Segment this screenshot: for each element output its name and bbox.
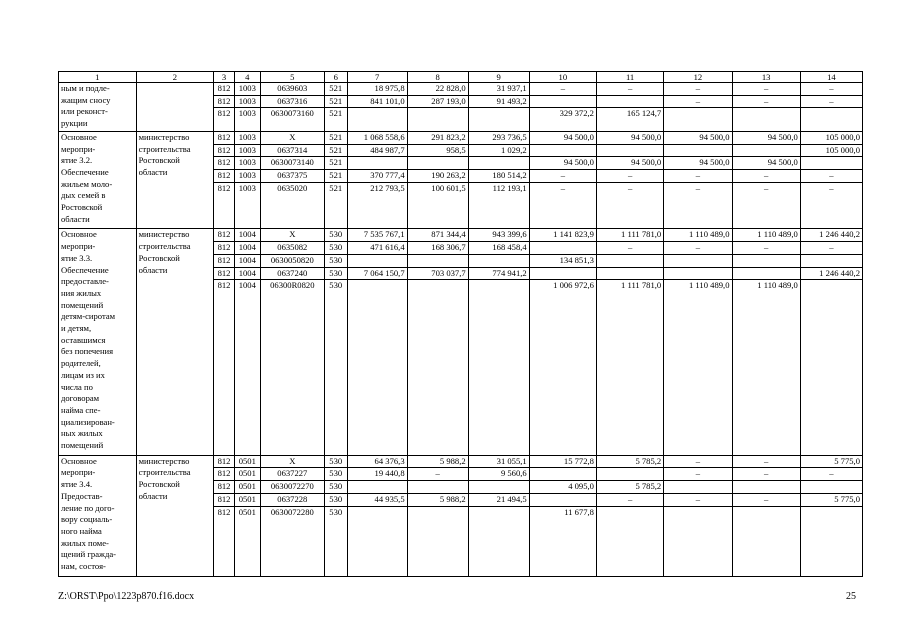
table-cell: – — [800, 468, 862, 481]
table-cell: 0635020 — [260, 182, 324, 229]
table-cell: 91 493,2 — [468, 95, 529, 108]
table-cell: – — [800, 169, 862, 182]
table-cell: – — [800, 95, 862, 108]
measure-name-line: ных жилых — [61, 428, 103, 439]
measure-name-line: рукции — [61, 118, 88, 129]
table-cell — [596, 144, 663, 157]
table-cell: 812 — [214, 182, 235, 229]
table-cell — [407, 506, 468, 576]
table-cell: 0635082 — [260, 242, 324, 255]
executor-cell — [136, 131, 214, 229]
table-cell: 0639603 — [260, 83, 324, 96]
table-cell: 0637316 — [260, 95, 324, 108]
table-cell: 1003 — [234, 169, 260, 182]
table-cell — [347, 157, 407, 170]
table-cell: 812 — [214, 229, 235, 242]
table-cell: 0501 — [234, 506, 260, 576]
table-cell: 812 — [214, 131, 235, 144]
table-cell: 9 560,6 — [468, 468, 529, 481]
table-cell: 94 500,0 — [596, 157, 663, 170]
table-cell: 530 — [324, 242, 347, 255]
measure-name-line: Основное — [61, 131, 97, 142]
table-cell: 0501 — [234, 493, 260, 506]
table-cell — [407, 254, 468, 267]
file-path-footer: Z:\ORST\Ppo\1223p870.f16.docx — [58, 591, 195, 602]
table-cell: 0630073160 — [260, 108, 324, 131]
measure-name-line: лицам из их — [61, 369, 105, 380]
table-cell: – — [664, 493, 732, 506]
table-cell: 521 — [324, 182, 347, 229]
table-cell: 812 — [214, 267, 235, 280]
table-cell: 521 — [324, 131, 347, 144]
table-cell — [529, 95, 596, 108]
table-cell — [407, 157, 468, 170]
table-cell: – — [664, 455, 732, 468]
table-cell: 94 500,0 — [664, 131, 732, 144]
table-cell — [529, 468, 596, 481]
table-cell: 11 677,8 — [529, 506, 596, 576]
table-cell: 94 500,0 — [732, 131, 800, 144]
table-cell — [732, 267, 800, 280]
table-cell: 100 601,5 — [407, 182, 468, 229]
measure-name-line: меропри- — [61, 143, 96, 154]
measure-name-line: и детям, — [61, 323, 92, 334]
column-header: 2 — [136, 72, 214, 83]
table-cell: 1 006 972,6 — [529, 280, 596, 456]
table-cell: 0637314 — [260, 144, 324, 157]
table-cell: 94 500,0 — [732, 157, 800, 170]
measure-name-line: детям-сиротам — [61, 311, 116, 322]
table-cell: 530 — [324, 254, 347, 267]
column-header: 8 — [407, 72, 468, 83]
measure-name-cell — [59, 131, 137, 229]
table-cell: 134 851,3 — [529, 254, 596, 267]
table-cell: – — [732, 83, 800, 96]
table-cell: – — [664, 182, 732, 229]
table-cell: – — [732, 468, 800, 481]
table-cell: 293 736,5 — [468, 131, 529, 144]
measure-name-line: области — [61, 213, 90, 224]
measure-name-line: помещений — [61, 299, 104, 310]
table-cell — [732, 254, 800, 267]
table-cell: – — [664, 242, 732, 255]
table-cell: 5 785,2 — [596, 481, 663, 494]
table-cell — [529, 144, 596, 157]
table-cell: – — [664, 468, 732, 481]
table-cell — [596, 468, 663, 481]
column-header: 13 — [732, 72, 800, 83]
table-cell — [347, 108, 407, 131]
table-cell: 0630072280 — [260, 506, 324, 576]
table-cell — [664, 254, 732, 267]
table-cell: – — [664, 169, 732, 182]
table-cell: 0501 — [234, 455, 260, 468]
measure-name-line: жащим сносу — [61, 94, 111, 105]
table-cell: 19 440,8 — [347, 468, 407, 481]
measure-name-line: Обеспечение — [61, 264, 109, 275]
table-cell: 105 000,0 — [800, 144, 862, 157]
table-cell: 812 — [214, 169, 235, 182]
table-cell: 370 777,4 — [347, 169, 407, 182]
table-cell: 5 988,2 — [407, 455, 468, 468]
table-cell: 1004 — [234, 229, 260, 242]
table-cell: 0637240 — [260, 267, 324, 280]
table-cell — [800, 506, 862, 576]
table-cell — [468, 280, 529, 456]
measure-name-cell — [59, 455, 137, 576]
table-cell: 521 — [324, 95, 347, 108]
executor-line: строительства — [138, 467, 191, 478]
table-cell: 64 376,3 — [347, 455, 407, 468]
measure-name-line: меропри- — [61, 467, 96, 478]
table-cell: 530 — [324, 468, 347, 481]
table-cell — [468, 506, 529, 576]
table-cell: – — [732, 169, 800, 182]
table-cell: 471 616,4 — [347, 242, 407, 255]
measure-name-line: предоставле- — [61, 276, 109, 287]
table-cell: 1 141 823,9 — [529, 229, 596, 242]
table-cell: 1003 — [234, 144, 260, 157]
table-cell — [664, 481, 732, 494]
table-cell: 94 500,0 — [664, 157, 732, 170]
table-cell: – — [800, 242, 862, 255]
table-cell: 530 — [324, 481, 347, 494]
table-cell: 871 344,4 — [407, 229, 468, 242]
table-cell — [468, 157, 529, 170]
column-header: 10 — [529, 72, 596, 83]
table-cell: 1 111 781,0 — [596, 229, 663, 242]
table-cell: 06300R0820 — [260, 280, 324, 456]
measure-name-line: Ростовской — [61, 202, 103, 213]
measure-name-line: или реконст- — [61, 106, 108, 117]
table-cell: 812 — [214, 506, 235, 576]
table-cell: 329 372,2 — [529, 108, 596, 131]
table-cell: Х — [260, 229, 324, 242]
table-cell — [468, 254, 529, 267]
table-cell: 1004 — [234, 280, 260, 456]
table-cell: 1 111 781,0 — [596, 280, 663, 456]
budget-table — [58, 71, 863, 577]
table-cell: – — [732, 455, 800, 468]
table-cell — [529, 242, 596, 255]
table-cell: 5 775,0 — [800, 493, 862, 506]
measure-name-line: ятие 3.4. — [61, 479, 93, 490]
measure-name-line: ятие 3.3. — [61, 252, 93, 263]
table-cell: 943 399,6 — [468, 229, 529, 242]
table-cell: 812 — [214, 95, 235, 108]
table-cell: – — [732, 182, 800, 229]
table-cell: 812 — [214, 455, 235, 468]
table-row — [59, 229, 863, 242]
table-cell: – — [732, 242, 800, 255]
measure-name-line: циализирован- — [61, 416, 115, 427]
table-cell: 521 — [324, 157, 347, 170]
table-cell — [347, 254, 407, 267]
table-cell — [596, 254, 663, 267]
table-cell: – — [596, 493, 663, 506]
table-cell: 168 306,7 — [407, 242, 468, 255]
table-cell: – — [529, 182, 596, 229]
table-cell: 521 — [324, 83, 347, 96]
table-cell: 0630050820 — [260, 254, 324, 267]
table-cell: 521 — [324, 108, 347, 131]
table-cell: 1003 — [234, 95, 260, 108]
column-header: 14 — [800, 72, 862, 83]
executor-line: Ростовской — [138, 155, 180, 166]
measure-name-line: ление по дого- — [61, 502, 115, 513]
table-cell: 812 — [214, 468, 235, 481]
table-cell: 94 500,0 — [529, 157, 596, 170]
table-row — [59, 131, 863, 144]
table-cell: 1004 — [234, 254, 260, 267]
measure-name-line: дых семей в — [61, 190, 106, 201]
measure-name-line: без попечения — [61, 346, 114, 357]
table-cell: – — [529, 169, 596, 182]
measure-name-line: Основное — [61, 229, 97, 240]
table-cell — [407, 280, 468, 456]
table-cell: 1004 — [234, 267, 260, 280]
measure-name-line: найма спе- — [61, 404, 101, 415]
table-cell: 703 037,7 — [407, 267, 468, 280]
table-cell: 1 246 440,2 — [800, 267, 862, 280]
measure-name-line: ятие 3.2. — [61, 155, 93, 166]
executor-line: строительства — [138, 241, 191, 252]
measure-name-line: вору социаль- — [61, 514, 113, 525]
table-cell — [800, 280, 862, 456]
table-cell — [800, 108, 862, 131]
table-cell — [732, 108, 800, 131]
table-cell: 4 095,0 — [529, 481, 596, 494]
table-cell: 0501 — [234, 481, 260, 494]
measure-name-line: помещений — [61, 440, 104, 451]
table-cell: 812 — [214, 242, 235, 255]
table-cell: 530 — [324, 267, 347, 280]
table-cell: 105 000,0 — [800, 131, 862, 144]
table-cell: – — [529, 83, 596, 96]
table-cell: 0630072270 — [260, 481, 324, 494]
measure-name-line: жилых поме- — [61, 537, 109, 548]
column-header: 7 — [347, 72, 407, 83]
measure-name-line: оставшимся — [61, 334, 106, 345]
measure-name-line: Основное — [61, 455, 97, 466]
table-cell — [800, 481, 862, 494]
page-number: 25 — [846, 591, 856, 602]
table-cell: 21 494,5 — [468, 493, 529, 506]
table-cell — [596, 506, 663, 576]
table-cell: 94 500,0 — [596, 131, 663, 144]
table-cell: 530 — [324, 280, 347, 456]
table-cell: 1004 — [234, 242, 260, 255]
column-header: 3 — [214, 72, 235, 83]
table-cell: 530 — [324, 455, 347, 468]
table-cell: 5 785,2 — [596, 455, 663, 468]
table-cell — [529, 267, 596, 280]
table-cell: – — [732, 95, 800, 108]
table-cell — [664, 267, 732, 280]
table-cell: 812 — [214, 280, 235, 456]
table-cell: 0630073140 — [260, 157, 324, 170]
table-cell — [664, 144, 732, 157]
table-cell: 44 935,5 — [347, 493, 407, 506]
table-cell: 291 823,2 — [407, 131, 468, 144]
table-cell — [664, 506, 732, 576]
table-cell: 1003 — [234, 83, 260, 96]
column-header: 6 — [324, 72, 347, 83]
table-cell: Х — [260, 455, 324, 468]
table-cell: 18 975,8 — [347, 83, 407, 96]
executor-line: строительства — [138, 143, 191, 154]
table-cell — [732, 481, 800, 494]
executor-line: министерство — [138, 131, 190, 142]
measure-name-line: Предостав- — [61, 490, 103, 501]
table-cell: 521 — [324, 144, 347, 157]
table-cell: – — [407, 468, 468, 481]
table-cell: – — [732, 493, 800, 506]
table-cell — [596, 95, 663, 108]
table-cell: – — [596, 83, 663, 96]
table-cell — [468, 481, 529, 494]
table-cell: – — [596, 182, 663, 229]
table-cell — [347, 280, 407, 456]
table-cell: – — [664, 95, 732, 108]
table-cell: 0637375 — [260, 169, 324, 182]
measure-name-line: Обеспечение — [61, 166, 109, 177]
executor-line: министерство — [138, 229, 190, 240]
measure-name-line: числа по — [61, 381, 93, 392]
table-cell — [468, 108, 529, 131]
table-cell: 31 055,1 — [468, 455, 529, 468]
table-cell — [347, 481, 407, 494]
table-cell: 841 101,0 — [347, 95, 407, 108]
table-cell: 484 987,7 — [347, 144, 407, 157]
table-row — [59, 455, 863, 468]
column-header: 5 — [260, 72, 324, 83]
measure-name-line: договорам — [61, 393, 100, 404]
executor-line: Ростовской — [138, 252, 180, 263]
table-cell: 530 — [324, 493, 347, 506]
table-cell: 31 937,1 — [468, 83, 529, 96]
table-cell: 22 828,0 — [407, 83, 468, 96]
table-cell — [800, 254, 862, 267]
table-cell — [529, 493, 596, 506]
executor-cell — [136, 455, 214, 576]
table-cell: 1 110 489,0 — [664, 229, 732, 242]
measure-name-line: меропри- — [61, 241, 96, 252]
table-cell — [596, 267, 663, 280]
table-cell: 1 110 489,0 — [732, 229, 800, 242]
executor-cell — [136, 83, 214, 132]
table-cell — [407, 481, 468, 494]
measure-name-line: жильем моло- — [61, 178, 113, 189]
table-cell — [800, 157, 862, 170]
table-cell: 812 — [214, 481, 235, 494]
table-cell: 812 — [214, 144, 235, 157]
measure-name-line: ния жилых — [61, 287, 102, 298]
table-cell: Х — [260, 131, 324, 144]
column-header: 1 — [59, 72, 137, 83]
measure-name-cell — [59, 83, 137, 132]
column-header: 12 — [664, 72, 732, 83]
table-cell — [407, 108, 468, 131]
executor-line: области — [138, 490, 168, 501]
table-cell: 7 064 150,7 — [347, 267, 407, 280]
table-cell: 7 535 767,1 — [347, 229, 407, 242]
table-cell: – — [596, 242, 663, 255]
table-cell: 774 941,2 — [468, 267, 529, 280]
executor-line: Ростовской — [138, 479, 180, 490]
table-cell: 5 988,2 — [407, 493, 468, 506]
table-cell: 1 068 558,6 — [347, 131, 407, 144]
executor-line: министерство — [138, 455, 190, 466]
table-cell: – — [800, 182, 862, 229]
executor-line: области — [138, 264, 168, 275]
table-cell: 1 246 440,2 — [800, 229, 862, 242]
table-cell: 5 775,0 — [800, 455, 862, 468]
table-cell: 94 500,0 — [529, 131, 596, 144]
table-cell: 530 — [324, 229, 347, 242]
measure-name-line: родителей, — [61, 358, 101, 369]
table-cell: 1 029,2 — [468, 144, 529, 157]
table-cell: 1003 — [234, 131, 260, 144]
table-cell: 1 110 489,0 — [664, 280, 732, 456]
measure-name-line: ного найма — [61, 525, 102, 536]
table-cell: 15 772,8 — [529, 455, 596, 468]
measure-name-line: щений гражда- — [61, 549, 116, 560]
table-cell: 190 263,2 — [407, 169, 468, 182]
measure-name-cell — [59, 229, 137, 455]
table-cell — [664, 108, 732, 131]
table-cell: 812 — [214, 254, 235, 267]
table-cell: 287 193,0 — [407, 95, 468, 108]
table-cell: 168 458,4 — [468, 242, 529, 255]
column-header: 9 — [468, 72, 529, 83]
column-header: 4 — [234, 72, 260, 83]
table-cell: 530 — [324, 506, 347, 576]
table-cell: – — [800, 83, 862, 96]
table-cell: 0501 — [234, 468, 260, 481]
table-cell: 0637227 — [260, 468, 324, 481]
measure-name-line: нам, состоя- — [61, 561, 106, 572]
table-cell: – — [596, 169, 663, 182]
executor-line: области — [138, 166, 168, 177]
table-cell — [732, 506, 800, 576]
column-header: 11 — [596, 72, 663, 83]
table-cell: 1003 — [234, 157, 260, 170]
measure-name-line: ным и подле- — [61, 83, 110, 93]
table-cell — [732, 144, 800, 157]
table-cell: 0637228 — [260, 493, 324, 506]
table-cell: 812 — [214, 83, 235, 96]
table-cell: 1 110 489,0 — [732, 280, 800, 456]
table-cell: 1003 — [234, 182, 260, 229]
table-cell — [347, 506, 407, 576]
executor-cell — [136, 229, 214, 455]
table-cell: 812 — [214, 108, 235, 131]
table-cell: 180 514,2 — [468, 169, 529, 182]
table-cell: 112 193,1 — [468, 182, 529, 229]
table-cell: 1003 — [234, 108, 260, 131]
table-cell: 958,5 — [407, 144, 468, 157]
table-cell: 812 — [214, 493, 235, 506]
table-row — [59, 83, 863, 96]
table-cell: 165 124,7 — [596, 108, 663, 131]
table-cell: – — [664, 83, 732, 96]
table-cell: 812 — [214, 157, 235, 170]
header-row — [59, 72, 863, 83]
table-cell: 521 — [324, 169, 347, 182]
table-cell: 212 793,5 — [347, 182, 407, 229]
